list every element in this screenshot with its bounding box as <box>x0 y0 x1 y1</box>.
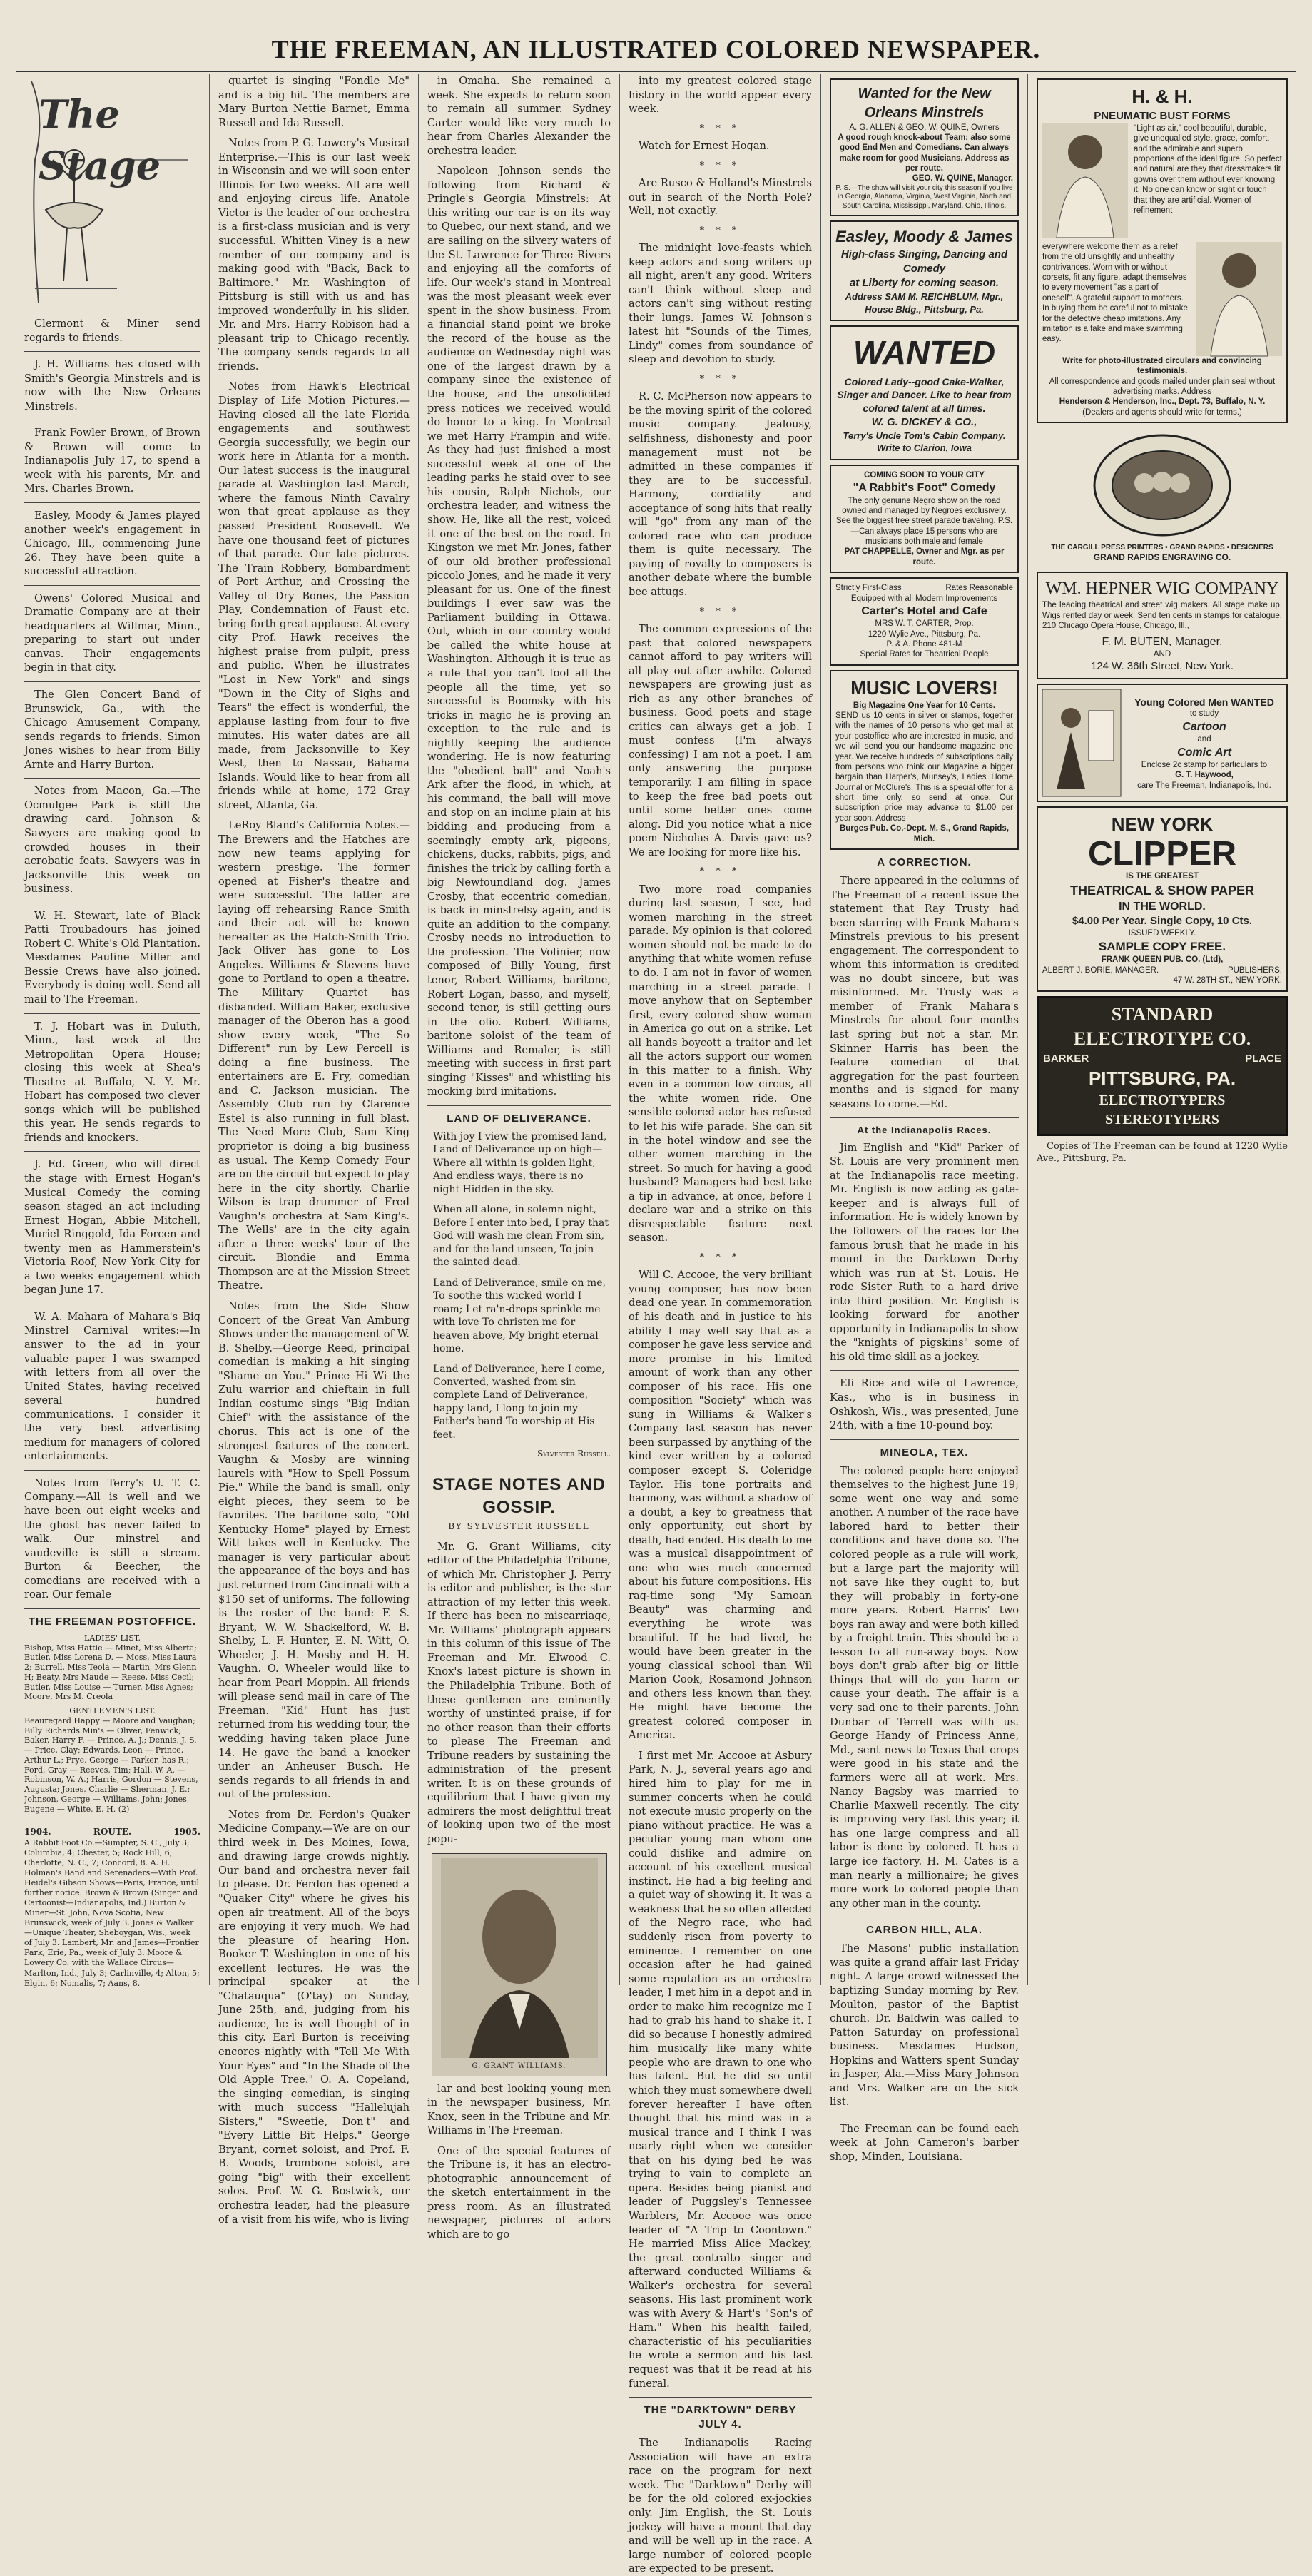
ad-wanted-cakewalker <box>830 325 1019 460</box>
ad-ny-clipper <box>1037 806 1288 991</box>
ad-standard-electrotype <box>1037 996 1288 1136</box>
article-paragraph: Clermont & Miner send regards to friends. <box>24 318 200 344</box>
article-paragraph: Notes from Dr. Ferdon's Quaker Medicine Company.—We are on our third week in Des Moines, Iowa, and drawing large crowds nightly. Our band and orchestra never fail to please. Dr. Ferdon has opened a "Quaker City" where he gives his open air treatment. All of the boys are enjoying it very much. We had the pleasure of hearing Hon. Booker T. Washington in one of his excellent lectures. He was the principal speaker at the "Chatauqua" (O'tay) on Sunday, June 25th, and, judging from his audience, he is well thought of in this city. Earl Burton is receiving encores nightly with "Tell Me With Your Eyes" and "In the Shade of the Old Apple Tree." O. A. Copeland, the singing comedian, is singing with much success "Hallelujah Sisters," "Sweetie, Don't" and "Every Little Bit Helps." George Bryant, cornet soloist, and Prof. F. B. Woods, trombone soloist, are going "big" with their excellent solos. Prof. W. G. Bostwick, our orchestra leader, had the pleasure of a visit from his wife, who is living <box>218 1808 410 2226</box>
ad-and: AND <box>1153 649 1171 659</box>
article-paragraph: in Omaha. She remained a week. She expects to return soon to remain all summer. Sydney Carter would like very much to hear from Charles Alexander the orchestra leader. <box>427 75 611 157</box>
clipper-manager: ALBERT J. BORIE, MANAGER. <box>1042 965 1159 975</box>
ad-body: Colored Lady--good Cake-Walker, Singer and Dancer. Like to hear from colored talent at all times. <box>837 375 1012 415</box>
clipper-world: IN THE WORLD. <box>1119 900 1206 913</box>
ad-hotel-phone: P. & A. Phone 481-M <box>886 640 962 649</box>
ad-cartoon-text <box>1127 696 1282 791</box>
ad-title: MUSIC LOVERS! <box>850 676 998 699</box>
article-paragraph: W. H. Stewart, late of Black Patti Troubadours has joined Robert C. White's Old Plantation. Mesdames Pauline Miller and Bessie Crews have also joined. Everybody is doing well. Send all mail to The Freeman. <box>24 909 200 1005</box>
races-title: At the Indianapolis Races. <box>857 1125 992 1136</box>
ad-carters-hotel <box>830 577 1019 666</box>
article-paragraph: Mr. G. Grant Williams, city editor of the Philadelphia Tribune, of which Mr. Christopher J. Perry is editor and publisher, is the star attraction of my letter this week. If there has been no miscarriage, Mr. Williams' photograph appears in this column of this issue of The Freeman and Mr. Elwood C. Knox's latest picture is shown in the Philadelphia Tribune. Both of these gentlemen are eminently worthy of unstinted praise, if for no other reason than their efforts to please The Freeman and Tribune readers by sustaining the administration of the present writer. It is on these grounds of equilibrium that I have given my admirers the most delightful treat of looking upon two of the most popu- <box>427 1540 611 1846</box>
article-paragraph: Will C. Accooe, the very brilliant young composer, has now been dead one year. In commemoration of his death and in justice to his ability I may well say that as a composer he gave less service and more promise in his limited amount of work than any other composer of his race. His one composition "Society" which was sung in Williams & Walker's Company last season has never been surpassed by anything of the kind ever written by a colored composer except S. Coleridge Taylor. His tone portraits and harmony, was without a shadow of a doubt, a key to greatness that only opportunity, cut short by death, had ended. His death to me was a musical disappointment of one who was much concerned about his future compositions. His rag-time song "My Samoan Beauty" was charming and everything he wrote was beautiful. If he had lived, he would have been greater in the young classical school than Wil Marion Cook, Rosamond Johnson and others less known than they. He might have become the greatest colored composer in America. <box>629 1269 812 1742</box>
rule <box>830 1370 1019 1371</box>
star-separator: * * * <box>699 225 741 236</box>
ad-body: The only genuine Negro show on the road owned and managed by Negroes exclusively. See the biggest free street parade traveling. P.S.—Can always place 15 persons who are musicians both male and female <box>835 496 1013 546</box>
ad-sub: PNEUMATIC BUST FORMS <box>1094 109 1231 122</box>
column-2 <box>210 74 419 2226</box>
ad-cartoon: Cartoon <box>1182 720 1226 733</box>
ad-comic: Comic Art <box>1177 746 1231 759</box>
star-separator: * * * <box>699 123 741 134</box>
columns <box>16 74 1296 2575</box>
poem-stanza: With joy I view the promised land, Land of Deliverance up on high— Where all within is golden light, And endless ways, there is no night Hidden in the sky. <box>433 1131 607 1195</box>
route-year-left: 1904. <box>24 1827 51 1837</box>
article-paragraph: Jim English and "Kid" Parker of St. Louis are very prominent men at the Indianapolis race meeting. Mr. English is now acting as gate-keeper and is always full of information. He is widely known by the followers of the races for the famous brush that he made in his mount in the Darktown Derby which was run at St. Louis. He rode Sister Ruth to a hard drive into third position. Mr. English is looking forward for another opportunity in Indianapolis to show the "knights of pigskins" some of his old time skill as a jockey. <box>830 1141 1019 1363</box>
rule <box>24 502 200 503</box>
std-city: PITTSBURG, PA. <box>1088 1068 1236 1090</box>
article-paragraph: Watch for Ernest Hogan. <box>639 140 770 153</box>
mineola-title: MINEOLA, TEX. <box>880 1446 969 1459</box>
article-paragraph: Napoleon Johnson sends the following from Richard & Pringle's Georgia Minstrels: At this writing our car is on its way to Quebec, our next stand, and we are sailing on the silvery waters of the St. Lawrence for Three Rivers and enjoying all the comforts of life. Our week's stand in Montreal was the most pleasant week ever spent in the show business. From a financial stand point we broke the record of the house as the audience on Wednesday night was one of the largest drawn by a company since the existence of the house, and the unsolicited press notices we received would do honor to a king. In Montreal we met Harry Frampin and wife. As they had just finished a most successful week at one of the leading parks he staid over to see his cousin, Ralph Nichols, our orchestra leader, and witness the show. He, like all the rest, voiced it one of the best on the road. In Kingston we met Mr. Jones, father of our old brother professional piccolo Jones, and he made it very pleasant for us. One of the finest buildings I ever saw was the Parliament building in Ottawa. Out, which in our country would be called the white house at Washington. Although it is true as a rule that you can't fool all the people all the time, yet so successful is Boomsky with his tricks in magic he is proving an exception to the rule and is nightly keeping the audience wondering. He is now featuring the "obedient ball" and Noah's Ark after the flood, in which, at his command, the ball will move and stop on an incline plain at his bidding and producing from a seemingly empty ark, pigeons, chickens, ducks, rabbits, pigs, and finishes the trick by calling forth a big Newfoundland dog. James Crosby, that eccentric comedian, is back in minstrelsy again, and is quite an addition to the company. Crosby needs no introduction to the profession. The Volinier, now composed of Billy Young, first tenor, Robert Williams, baritone, Robert Logan, basso, and myself, second tenor, is still getting ours in the olio. Robert Williams, baritone soloist of the team of Williams and Remaler, is still meeting with success in first part singing "Kisses" and whistling his mocking bird imitations. <box>427 165 611 1098</box>
ad-hotel-special: Special Rates for Theatrical People <box>860 650 989 659</box>
engraving-seal-icon <box>1091 432 1234 539</box>
ad-row <box>1042 123 1282 238</box>
postoffice-title: THE FREEMAN POSTOFFICE. <box>28 1615 197 1628</box>
route-title: ROUTE. <box>93 1827 132 1837</box>
article-paragraph: Easley, Moody & James played another week's engagement in Chicago, Ill., commencing June 26. They have been quite a successful attraction. <box>24 509 200 578</box>
ad-write: Write to Clarion, Iowa <box>877 442 972 454</box>
rule <box>24 681 200 682</box>
ad-manager: F. M. BUTEN, Manager, <box>1102 635 1223 648</box>
poem-stanza: When all alone, in solemn night, Before I enter into bed, I pray that God will wash me clean From sin, and for the land unseen, To join the sainted dead. <box>433 1204 609 1269</box>
clipper-weekly: ISSUED WEEKLY. <box>1128 929 1196 938</box>
ad-body: everywhere welcome them as a relief from the old unsightly and unhealthy contrivances. Worn with or without corsets, fit any figure, adapt themselves to every movement "as a part of oneself". A grateful support to mothers. In buying them be careful not to mistake for the defective cheap imitations. Any imitation is a fake and make swimming easy. <box>1042 242 1188 344</box>
ad-hotel-prop: MRS W. T. CARTER, Prop. <box>875 619 974 629</box>
std-place: PLACE <box>1245 1053 1281 1065</box>
correction-title: A CORRECTION. <box>877 856 972 868</box>
poem-title: LAND OF DELIVERANCE. <box>447 1112 591 1125</box>
gents-list-title: GENTLEMEN'S LIST. <box>69 1706 156 1716</box>
article-paragraph: into my greatest colored stage history in the world appear every week. <box>629 75 812 116</box>
stage-illustration <box>24 74 200 310</box>
ad-and: and <box>1197 735 1211 744</box>
ad-body: Enclose 2c stamp for particulars to <box>1141 761 1268 770</box>
rule <box>24 585 200 586</box>
article-paragraph: J. H. Williams has closed with Smith's Georgia Minstrels and is now with the New Orleans Minstrels. <box>24 358 200 412</box>
ad-title: STANDARD ELECTROTYPE CO. <box>1073 1003 1251 1050</box>
ad-body: A good rough knock-about Team; also some good End Men and Comedians. Can always make room for good Musicians. Address as per route. <box>838 133 1011 173</box>
article-paragraph: I first met Mr. Accooe at Asbury Park, N. J., several years ago and hired him to play for me in summer concerts when he could not execute music properly on the piano without practice. He was a peculiar young man whom one could dislike and admire on account of his excellent musical instinct. He had a big feeling and a quiet way of showing it. It was a weakness that he so often affected of the Negro race, who had suddenly risen from poverty to eminence. I remember on one occasion after he had gained some reputation as an orchestra leader, I met him in a depot and in order to make him recognize me I had to grab his hand to shake it. I did so because I honestly admired him musically like many white people who are drawn to one who has talent. But he did so until which they must somewhere dwell forever hereafter I have often thought that his mind was in a musical trance and I think I was nearly right when we consider that on his dying bed he was trying to vain to complete an opera. Besides being pianist and leader of Puggsley's Tennessee Warblers, Mr. Accooe was once leader of "A Trip to Coontown." He married Miss Alice Mackey, the great contralto singer and afterward conducted Williams & Walker's orchestra for several seasons. His last prominent work was with Avery & Hart's "Son's of Ham." When his health failed, characteristic of his peculiarities he wrote a sermon and his last request was that it be read at his funeral. <box>629 1749 812 2390</box>
article-paragraph: J. Ed. Green, who will direct the stage with Ernest Hogan's Musical Comedy the coming season staged an act including Ernest Hogan, Abbie Mitchell, Muriel Ringgold, Ida Forcen and twenty men as Hammerstein's Victoria Roof, New York City for a two weeks engagement which began June 17. <box>24 1158 200 1297</box>
gents-list: Beauregard Happy — Moore and Vaughan; Billy Richards Min's — Oliver, Fenwick; Baker, Harry F. — Prince, A. J.; Dennis, J. S. — Price, Clay; Edwards, Leon — Prince, Arthur L.; Frye, George — Parker, has R.; Ford, Gray — Reeves, Tim; Hall, W. A. — Robinson, W. A.; Harris, Gordon — Stevens, Augusta; Jones, Charlie — Sherman, J. E.; Johnson, George — Williams, John; Jones, Eugene — White, E. H. (2) <box>24 1715 198 1814</box>
ad-address: Burges Pub. Co.-Dept. M. S., Grand Rapids, Mich. <box>839 824 1010 843</box>
article-paragraph: Notes from Hawk's Electrical Display of Life Motion Pictures.—Having closed all the late Florida engagements and southwest Georgia successfully, we begin our work here in Atlanta for a month. Our latest success is the inaugural parade at Washington last March, where the famous Ninth Cavalry won that great applause as they passed President Roosevelt. We have one thousand feet of pictures of that parade. Our late pictures. The Train Robbery, Bombardment of Port Arthur, and Crossing the Valley of Dry Bones, the Passion Play, Condemnation of Faust etc. bring forth great applause. At every city Prof. Hawk receives the highest praise from pulpit, press and public. When he illustrates "Lost in New York" and sings "Down in the City of Sighs and Tears" the effect is wonderful, the applause lasting from four to five minutes. His water dates are all made, from Jacksonville to Key West, then to Nassau, Bahama Islands. Would like to hear from all friends while at home, 172 Gray street, Atlanta, Ga. <box>218 380 410 811</box>
article-paragraph: The common expressions of the past that colored newspapers cannot afford to pay writers will all play out after awhile. Colored newspapers are growing just as rich as any other branches of business. Good poets and stage critics can always get a job. I must confess (I'm always confessing) I am not a poet. I am only answering the purpose temporarily. I am filling in space to keep the free bad poets out until some better ones come along. Did you notice what a nice poem Nicholas A. Davis gave us? We are looking for more like his. <box>629 622 812 858</box>
ad-sub: Big Magazine One Year for 10 Cents. <box>853 701 996 710</box>
article-paragraph: lar and best looking young men in the newspaper business, Mr. Knox, seen in the Tribune and Mr. Williams in The Freeman. <box>427 2082 611 2137</box>
ad-title: "A Rabbit's Foot" Comedy <box>853 482 996 495</box>
poem <box>427 1130 611 1460</box>
seal-center-text: GRAND RAPIDS ENGRAVING CO. <box>1093 552 1231 563</box>
rule <box>24 1470 200 1471</box>
rule <box>629 2397 812 2398</box>
ad-write: Write for photo-illustrated circulars and convincing testimonials. <box>1062 356 1262 376</box>
clipper-price: $4.00 Per Year. Single Copy, 10 Cts. <box>1072 915 1253 928</box>
ad-line: at Liberty for coming season. <box>849 277 1000 289</box>
article-paragraph: R. C. McPherson now appears to be the moving spirit of the colored music company. Jealousy, selfishness, dishonesty and poor management must not be admitted in these companies if they are to be successful. Harmony, cordiality and acceptance of song hits that really will "go" from any man of the colored race who can produce them is quite necessary. The paying of royalty to composers is another debate where the bumble bee attugs. <box>629 390 812 599</box>
article-paragraph: The Masons' public installation was quite a grand affair last Friday night. A large crowd witnessed the baptizing Sunday morning by Rev. Moulton, pastor of the Baptist church. Dr. Baldwin was called to Patton Saturday on professional business. Mesdames Hudson, Hopkins and Watters spent Sunday in Jasper, Ala.—Miss Mary Johnson and Mrs. Walker are on the sick list. <box>830 1942 1019 2109</box>
article-paragraph: The Glen Concert Band of Brunswick, Ga., with the Chicago Amusement Company, sends regards to friends. Simon Jones wishes to hear from Billy Arnte and Harry Burton. <box>24 689 200 771</box>
clipper-sample: SAMPLE COPY FREE. <box>1098 939 1226 953</box>
ad-line: High-class Singing, Dancing and Comedy <box>840 248 1008 275</box>
ad-address: Address SAM M. REICHBLUM, Mgr., <box>845 291 1004 303</box>
article-paragraph: The midnight love-feasts which keep actors and song writers up all night, aren't any good. Writers can't think without sleep and actors can't sing without resting their lungs. James W. Johnson's latest hit "Sounds of the Times, Lindy" comes from soundance of sleep and devotion to study. <box>629 242 812 366</box>
ad-cartoon-art <box>1037 684 1288 802</box>
ad-music-lovers <box>830 670 1019 850</box>
ad-title: WM. HEPNER WIG COMPANY <box>1045 579 1279 599</box>
ad-hotel-right: Rates Reasonable <box>945 584 1013 593</box>
ad-hepner-wig <box>1037 572 1288 679</box>
derby-title: THE "DARKTOWN" DERBY JULY 4. <box>644 2404 797 2431</box>
article-paragraph: quartet is singing "Fondle Me" and is a big hit. The members are Mary Burton Nettie Barnet, Emma Russell and Ida Russell. <box>218 75 410 129</box>
article-paragraph: LeRoy Bland's California Notes.—The Brewers and the Hatches are now new teams applying for western prestige. The former opened at Fisher's theatre and were successful. The latter are laying off rehearsing Rance Smith and their act will be known hereafter as the Hatch-Smith Trio. Jack Oliver has gone to Los Angeles. Williams & Stevens have gone to Portland to open a theatre. The Military Quartet has disbanded. William Baker, exclusive manager of the Oberon has a good show every week, "The So Different" run by Lew Percell is doing a fine business. The entertainers are E. Fry, comedian and C. Jackson musician. The Assembly Club run by Clarence Estel is also running in full blast. The Need More Club, Sam King proprietor is doing a big business as usual. The Kemp Comedy Four are on the circuit but expect to play here in the city shortly. Charlie Wilson is trap drummer of Fred Vaughn's orchestra at Sam King's. The Wells' are in the city again after a three weeks' tour of the circuit. Blondie and Emma Thompson are at the Mission Street Theatre. <box>218 819 410 1292</box>
ad-cargill-engraving <box>1037 427 1288 567</box>
artist-sketch-icon <box>1042 689 1121 796</box>
clipper-top: NEW YORK <box>1111 813 1214 836</box>
woman-figure-icon <box>1042 123 1128 238</box>
ad-name: W. G. DICKEY & CO., <box>871 415 977 428</box>
clipper-big: CLIPPER <box>1087 835 1237 873</box>
article-paragraph: Eli Rice and wife of Lawrence, Kas., who is in business in Oshkosh, Wis., was presented, June 24th, with a fine 10-pound boy. <box>830 1377 1019 1432</box>
ad-address: 124 W. 36th Street, New York. <box>1090 660 1234 673</box>
poem-stanza: Land of Deliverance, here I come, Converted, washed from sin complete Land of Deliverance, happy land, I long to join my Father's band To worship at His feet. <box>433 1363 605 1441</box>
ad-rabbits-foot <box>830 465 1019 573</box>
clipper-pub: FRANK QUEEN PUB. CO. (Ltd), <box>1101 955 1224 965</box>
std-barker-place <box>1043 1052 1281 1066</box>
article-paragraph: T. J. Hobart was in Duluth, Minn., last week at the Metropolitan Opera House; closing this week at Shea's Theatre at Buffalo, N. Y. Mr. Hobart has composed two clever songs which will be published this year. He sends regards to friends and knockers. <box>24 1020 200 1144</box>
rule <box>830 1439 1019 1440</box>
ad-hotel-left: Strictly First-Class <box>835 584 902 593</box>
poem-stanza: Land of Deliverance, smile on me, To soothe this wicked world I roam; Let ra'n-drops sprinkle me with love To christen me for heaven above, My bright eternal home. <box>433 1277 606 1355</box>
gossip-byline: BY SYLVESTER RUSSELL <box>448 1521 590 1532</box>
portrait-photo <box>432 1853 607 2076</box>
clipper-address: 47 W. 28TH ST., NEW YORK. <box>1173 976 1282 985</box>
article-paragraph: Are Rusco & Holland's Minstrels out in search of the North Pole? Well, not exactly. <box>629 177 812 218</box>
std-barker: BARKER <box>1043 1053 1089 1065</box>
ad-owners: A. G. ALLEN & GEO. W. QUINE, Owners <box>849 123 1000 132</box>
article-paragraph: The Indianapolis Racing Association will have an extra race on the program for next week. The "Darktown" Derby will be for the old colored ex-jockies only. Jim English, the St. Louis jockey will have a mount that day and will be well up in the race. A large number of colored people are expected to be present. <box>629 2437 812 2575</box>
star-separator: * * * <box>699 373 741 385</box>
article-paragraph: Notes from P. G. Lowery's Musical Enterprise.—This is our last week in Wisconsin and we will soon enter Illinois for two weeks. All are well and enjoying circus life. Anatole Victor is the leader of our orchestra is a first-class musician and is very successful. Whitten Viney is a new member of our company and is making good with "Back, Back to Baltimore." Mr. Washington of Pittsburg is still with us and has improved wonderfully in his slider. Mr. and Mrs. Harry Robison had a pleasant trip to Chicago recently. The company sends regards to all friends. <box>218 137 410 372</box>
seal-ring-text: THE CARGILL PRESS PRINTERS • GRAND RAPIDS • DESIGNERS <box>1051 543 1273 552</box>
rule <box>24 351 200 352</box>
clipper-is: IS THE GREATEST <box>1125 872 1199 881</box>
article-paragraph: The Freeman can be found each week at John Cameron's barber shop, Minden, Louisiana. <box>830 2122 1019 2163</box>
ad-bust-forms <box>1037 78 1288 423</box>
portrait-image <box>441 1858 598 2058</box>
masthead: THE FREEMAN, AN ILLUSTRATED COLORED NEWSPAPER. <box>16 34 1296 73</box>
article-paragraph: Notes from Terry's U. T. C. Company.—All is well and we have been out eight weeks and the ghost has never failed to walk. Our minstrel and vaudeville is still a stream. Burton & Beecher, the comedians are received with a roar. Our female <box>24 1476 200 1601</box>
ad-row <box>1042 242 1282 356</box>
article-paragraph: Two more road companies during last season, I see, had women marching in the street parade. My opinion is that colored women should not be made to do anything that white women refuse to do. I am not in favor of women marching in a street parade. I move anyhow that on September first, every colored show woman in America go out on a strike. Let all hands boycott a traitor and let all the actors support our women in this matter to a finish. Why even in a common low circus, all the white women ride. One sensible colored actor has refused to let his wife parade. She can sit in the hotel window and see the other women marching in the street. So much for having a good husband? Managers had best take a tip in advance, at once, before I declare war and a strike on this disrespectable feature next season. <box>629 883 812 1244</box>
rule <box>24 1151 200 1152</box>
ad-address: Henderson & Henderson, Inc., Dept. 73, Buffalo, N. Y. <box>1059 397 1266 407</box>
ad-hotel-header <box>835 583 1013 593</box>
column-5 <box>821 74 1028 2163</box>
article-paragraph: Notes from the Side Show Concert of the Great Van Amburg Shows under the management of W. B. Shelby.—George Reed, principal comedian is making a hit singing "Shame on You." Prince Hi Wi the Zulu warrior and chieftain in full Indian costume sings "Big Indian Chief" with the assistance of the chorus. This act is one of the strongest features of the concert. Vaughn & Mosby are winning laurels with "How to Spell Possum Pie." While the band is small, only eight pieces, they seem to be favorites. The baritone solo, "Old Kentucky Home" played by Ernest Witt takes well in Kentucky. The manager is very particular about the appearance of the boys and has just returned from Cincinnati with a $150 set of uniforms. The following is the roster of the band: F. S. Bryant, W. W. Shackelford, W. B. Shelby, L. F. Hunter, E. N. Witt, O. Wheeler, J. H. Mosby and H. H. Vaughn. O. Wheeler would like to hear from Pearl Moppin. All friends will please send mail in care of The Freeman. "Kid" Hunt has just returned from his wedding tour, the wedding having taken place June 14. He gave the band a knocker under an Anheuser Busch. He sends regards to all friends in and out of the profession. <box>218 1300 410 1801</box>
ad-body: "Light as air," cool beautiful, durable, give unequalled style, grace, comfort, and the admirable and superb proportions of the ideal figure. So perfect and natural are they that dressmakers fit gowns over them without ever knowing it. No one can know or sight or touch that they are artificial. Women of refinement <box>1134 123 1282 215</box>
rule <box>24 1013 200 1014</box>
ad-body: The leading theatrical and street wig makers. All stage make up. Wigs rented day or week. Send ten cents in stamps for catalogue. 210 Chicago Opera House, Chicago, Ill., <box>1042 601 1282 631</box>
ad-easley-moody-james <box>830 220 1019 321</box>
article-paragraph: W. A. Mahara of Mahara's Big Minstrel Carnival writes:—In answer to the ad in your valuable paper I was swamped with letters from all over the United States, having received several hundred communications. I consider it the very best advertising medium for managers of colored entertainments. <box>24 1310 200 1463</box>
ad-name: G. T. Haywood, <box>1175 771 1234 780</box>
ad-company: Terry's Uncle Tom's Cabin Company. <box>843 430 1006 441</box>
star-separator: * * * <box>699 1252 741 1263</box>
column-1 <box>16 74 210 1988</box>
ad-hotel-title: Carter's Hotel and Cafe <box>861 604 987 617</box>
ad-address: care The Freeman, Indianapolis, Ind. <box>1137 781 1271 790</box>
gossip-title: STAGE NOTES AND GOSSIP. <box>432 1475 606 1518</box>
clipper-publishers: PUBLISHERS, <box>1227 965 1282 975</box>
ad-hotel-equip: Equipped with all Modern Improvements <box>850 594 998 603</box>
ad-title: Young Colored Men WANTED <box>1134 696 1274 708</box>
article-paragraph: Notes from Macon, Ga.—The Ocmulgee Park is still the drawing card. Johnson & Sawyers are making good to crowded houses in their acrobatic feats. Sawyers was in Jacksonville this week on business. <box>24 785 200 896</box>
ad-title: Easley, Moody & James <box>835 228 1013 246</box>
ad-ps: P. S.—The show will visit your city this season if you live in Georgia, Alabama, Virginia, West Virginia, North and South Carolina, Mississippi, Maryland, Ohio, Illinois. <box>835 183 1013 210</box>
route-header <box>24 1826 200 1837</box>
ladies-list: Bishop, Miss Hattie — Minet, Miss Alberta; Butler, Miss Lorena D. — Moss, Miss Laura 2; Burrell, Miss Teola — Martin, Mrs Glenn H; Beaty, Mrs Maude — Reese, Miss Cecil; Butler, Miss Louise — Turner, Miss Agnes; Moore, Mrs M. Creola <box>24 1643 197 1702</box>
article-paragraph: Frank Fowler Brown, of Brown & Brown will come to Indianapolis July 17, to spend a week with his parents, Mr. and Mrs. Charles Brown. <box>24 427 200 495</box>
ad-hotel-addr: 1220 Wylie Ave., Pittsburg, Pa. <box>868 629 981 639</box>
article-paragraph: The colored people here enjoyed themselves to the highest June 19; some went one way and some another. A number of the race have labored hard to better their conditions and have done so. The colored people as a rule will work, but a large part the majority will not save like they ought to, but they will probably in forty-one more years. Robert Harris' two boys ran away and were both killed by a freight train. This should be a lesson to all run-away boys. Now boys don't grab after big or little things that will do you harm or cause your death. The affair is a very sad one to their parents. John Dunbar of Terrell was with us. George Handy of Princess Anne, Md., sent news to Texas that crops were good in his state and the farmers were all at work. Mrs. Nancy Bagsby was married to Charlie Maxwell recently. The city is improving very fast this year; it has one large compress and all labor is done by colored. It has a large ice factory. H. M. Cates is a man nearly a millionaire; he gives more work to colored people than any other man in the county. <box>830 1464 1019 1910</box>
rule <box>24 778 200 779</box>
ad-title: Wanted for the New Orleans Minstrels <box>858 86 991 121</box>
article-paragraph: Copies of The Freeman can be found at 1220 Wylie Ave., Pittsburg, Pa. <box>1037 1140 1288 1165</box>
ad-manager: GEO. W. QUINE, Manager. <box>912 174 1013 183</box>
star-separator: * * * <box>699 866 741 878</box>
portrait-caption: G. GRANT WILLIAMS. <box>472 2062 566 2071</box>
poem-author: —Sylvester Russell. <box>529 1449 611 1459</box>
route-year-right: 1905. <box>173 1827 200 1837</box>
ad-top: COMING SOON TO YOUR CITY <box>864 470 985 480</box>
article-paragraph: Owens' Colored Musical and Dramatic Company are at their headquarters at Willmar, Minn., preparing to start out under canvas. Their engagements begin in that city. <box>24 592 200 674</box>
ad-address: House Bldg., Pittsburg, Pa. <box>865 303 984 315</box>
woman-figure-icon <box>1196 242 1282 356</box>
column-4 <box>620 74 821 2575</box>
clipper-footer <box>1042 965 1282 975</box>
ladies-list-title: LADIES' LIST. <box>84 1633 141 1643</box>
ad-correspondence: All correspondence and goods mailed under plain seal without advertising marks. Address <box>1049 377 1276 397</box>
clipper-title: THEATRICAL & SHOW PAPER <box>1069 883 1254 898</box>
column-6 <box>1028 74 1296 1985</box>
ad-owner: PAT CHAPPELLE, Owner and Mgr. as per route. <box>844 547 1005 567</box>
ad-study: to study <box>1189 709 1219 719</box>
star-separator: * * * <box>699 606 741 617</box>
route-list: A Rabbit Foot Co.—Sumpter, S. C., July 3; Columbia, 4; Chester, 5; Rock Hill, 6; Charlotte, N. C., 7; Concord, 8. A. H. Holman's Band and Serenaders—With Prof. Heidel's Gibson Shows—Paris, France, until further notice. Brown & Brown (Singer and Cartoonist—Indianapolis, Ind.) Burton & Miner—St. John, Nova Scotia, New Brunswick, week of July 3. Jones & Walker—Unique Theater, Sheboygan, Wis., week of July 3. Lambert, Mr. and James—Frontier Park, Erie, Pa., week of July 3. Moore & Lowery Co. with the Wallace Circus—Marlton, Ind., July 3; Carlinville, 4; Alton, 5; Elgin, 6; Nomalis, 7; Aans, 8. <box>24 1837 200 1988</box>
column-3 <box>419 74 620 2241</box>
ad-wanted-big: WANTED <box>853 333 996 371</box>
stage-heading: The Stage <box>39 91 161 189</box>
carbon-title: CARBON HILL, ALA. <box>865 1924 983 1937</box>
article-paragraph: One of the special features of the Tribune is, it has an electro-photographic announcement of the sketch entertainment in the press room. As an illustrated newspaper, pictures of actors which are to go <box>427 2144 611 2241</box>
ad-dealers: (Dealers and agents should write for terms.) <box>1082 407 1242 417</box>
ad-new-orleans-minstrels <box>830 78 1019 216</box>
rule <box>24 1608 200 1609</box>
rule <box>427 1105 611 1106</box>
rule <box>830 1117 1019 1118</box>
star-separator: * * * <box>699 160 741 171</box>
article-paragraph: There appeared in the columns of The Freeman of a recent issue the statement that Ray Trusty had been starring with Frank Mahara's Minstrels previous to his present engagement. The correspondent to whom this information is credited was no doubt sincere, but was misinformed. Mr. Trusty was a member of Frank Mahara's Minstrels for about four months last spring but not a star. Mr. Skinner Harris has been the feature comedian of that aggregation for the past fourteen months and is signed for many seasons to come.—Ed. <box>830 874 1019 1110</box>
ad-title: H. & H. <box>1132 86 1193 107</box>
std-bottom: ELECTROTYPERS STEREOTYPERS <box>1099 1092 1226 1127</box>
ad-body: SEND us 10 cents in silver or stamps, together with the names of 10 persons who get mail at your postoffice who are interested in music, and we will send you our handsome magazine one year. We receive hundreds of subscriptions daily from persons who think our Magazine a bigger bargain than Harper's, Munsey's, Ladies' Home Journal or McClure's. This is a special offer for a short time only, so send at once. Our subscription price may advance to $1.00 per year soon. Address <box>835 711 1013 823</box>
